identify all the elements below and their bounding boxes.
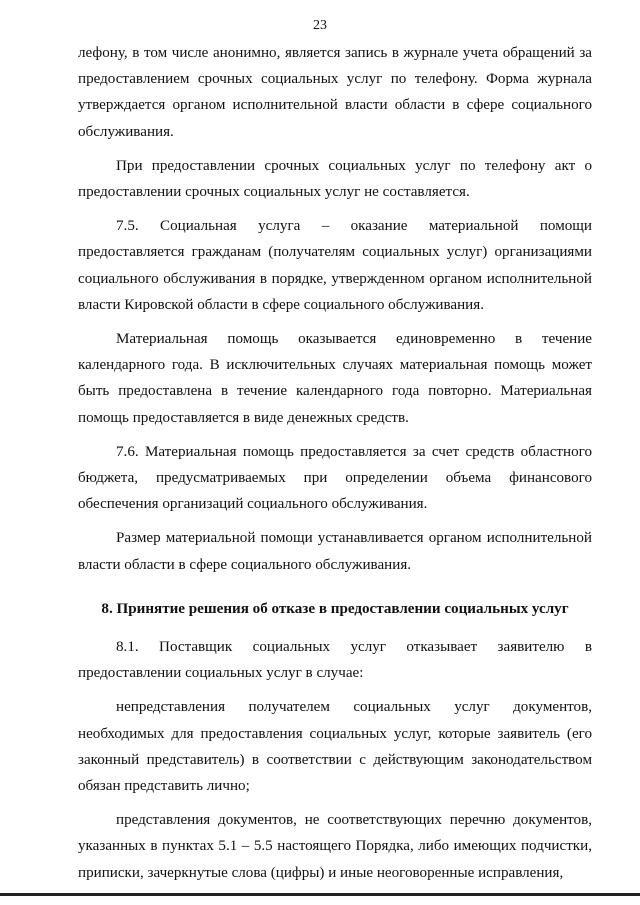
document-body — [78, 40, 592, 886]
paragraph-aid-amount: Размер материальной помощи устанавливается органом исполнительной власти области в сфере социального обслуживания. — [78, 530, 592, 573]
paragraph-material-aid: Материальная помощь оказывается единовременно в течение календарного года. В исключительных случаях материальная помощь может быть предоставлена в течение календарного года повторно. Материальная помощь предоставляется в виде денежных средств. — [78, 331, 592, 426]
paragraph-7-5: 7.5. Социальная услуга – оказание материальной помощи предоставляется гражданам (получателям социальных услуг) организациями социального обслуживания в порядке, утвержденном органом исполнительной власти Кировской области в сфере социального обслуживания. — [78, 218, 592, 313]
paragraph-7-6: 7.6. Материальная помощь предоставляется за счет средств областного бюджета, предусматриваемых при определении объема финансового обеспечения организаций социального обслуживания. — [78, 443, 592, 513]
paragraph-8-1: 8.1. Поставщик социальных услуг отказывает заявителю в предоставлении социальных услуг в случае: — [78, 639, 592, 682]
page-number: 23 — [313, 18, 327, 33]
paragraph-no-act: При предоставлении срочных социальных услуг по телефону акт о предоставлении срочных социальных услуг не составляется. — [78, 157, 592, 201]
paragraph-continuation: лефону, в том числе анонимно, является запись в журнале учета обращений за предоставлением срочных социальных услуг по телефону. Форма журнала утверждается органом исполнительной власти области в сфере социального обслуживания. — [78, 45, 592, 140]
paragraph-nonsubmission: непредставления получателем социальных услуг документов, необходимых для предоставления социальных услуг, которые заявитель (его законный представитель) в соответствии с действующим законодательством обязан представить лично; — [78, 699, 592, 795]
bottom-rule — [0, 893, 640, 896]
section-heading: 8. Принятие решения об отказе в предоставлении социальных услуг — [101, 600, 569, 617]
paragraph-nonconforming-docs: представления документов, не соответствующих перечню документов, указанных в пунктах 5.1 – 5.5 настоящего Порядка, либо имеющих подчистки, приписки, зачеркнутые слова (цифры) и иные неоговоренные исправления, — [78, 812, 592, 881]
